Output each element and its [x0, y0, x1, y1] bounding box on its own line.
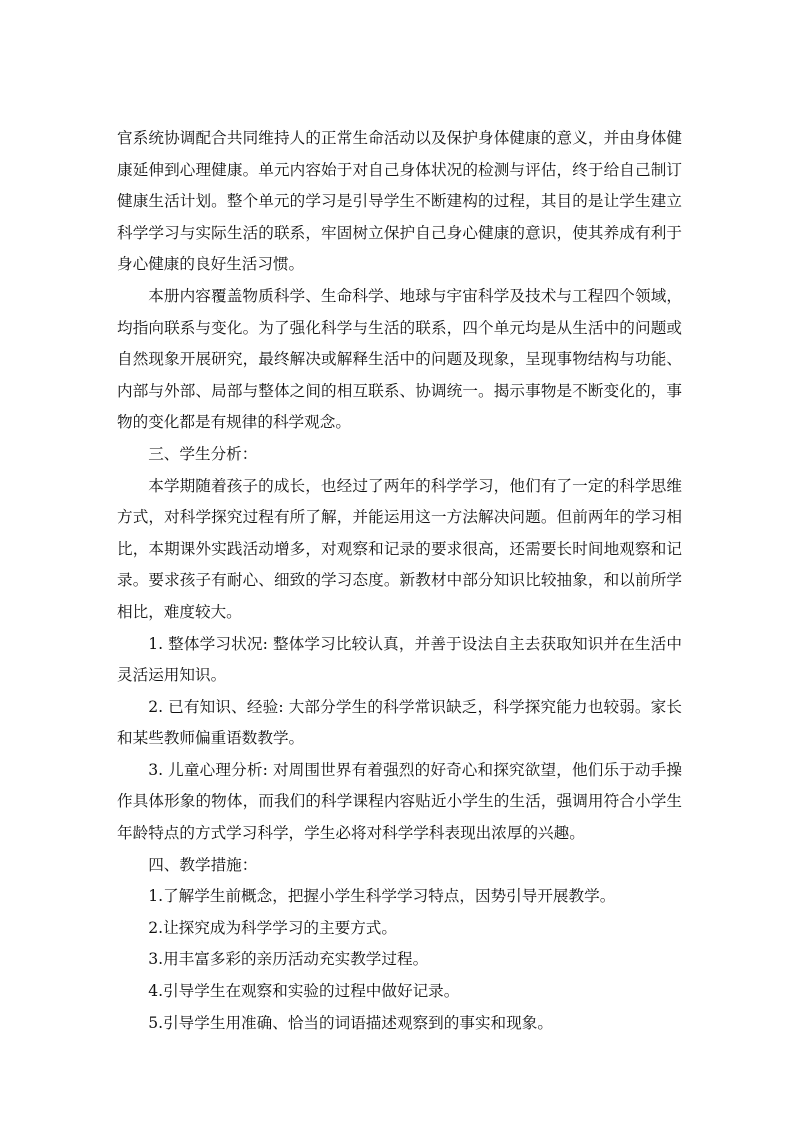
paragraph-student-analysis: 本学期随着孩子的成长，也经过了两年的科学学习，他们有了一定的科学思维方式，对科学探究过程有所了解，并能运用这一方法解决问题。但前两年的学习相比，本期课外实践活动增多，对观察和记录的要求很高，还需要长时间地观察和记录。要求孩子有耐心、细致的学习态度。新教材中部分知识比较抽象，和以前所学相比，难度较大。: [117, 476, 682, 621]
list-item-measure-5: 5.引导学生用准确、恰当的词语描述观察到的事实和现象。: [148, 1013, 553, 1032]
list-item-prior-knowledge: 2. 已有知识、经验: 大部分学生的科学常识缺乏，科学探究能力也较弱。家长和某些教师偏重语数教学。: [117, 697, 682, 748]
list-item-child-psychology: 3. 儿童心理分析: 对周围世界有着强烈的好奇心和探究欲望，他们乐于动手操作具体形象的物体，而我们的科学课程内容贴近小学生的生活，强调用符合小学生年龄特点的方式学习科学，学生必将对科学学科表现出浓厚的兴趣。: [117, 760, 682, 843]
list-item-measure-2: 2.让探究成为科学学习的主要方式。: [148, 918, 397, 937]
section-heading-teaching-measures: 四、教学措施：: [148, 855, 258, 874]
paragraph-health-unit: 官系统协调配合共同维持人的正常生命活动以及保护身体健康的意义，并由身体健康延伸到心理健康。单元内容始于对自己身体状况的检测与评估，终于给自己制订健康生活计划。整个单元的学习是引导学生不断建构的过程，其目的是让学生建立科学学习与实际生活的联系，牢固树立保护自己身心健康的意识，使其养成有利于身心健康的良好生活习惯。: [117, 129, 682, 274]
paragraph-book-content: 本册内容覆盖物质科学、生命科学、地球与宇宙科学及技术与工程四个领域，均指向联系与变化。为了强化科学与生活的联系，四个单元均是从生活中的问题或自然现象开展研究，最终解决或解释生活中的问题及现象，呈现事物结构与功能、内部与外部、局部与整体之间的相互联系、协调统一。揭示事物是不断变化的，事物的变化都是有规律的科学观念。: [117, 286, 682, 432]
list-item-measure-1: 1.了解学生前概念，把握小学生科学学习特点，因势引导开展教学。: [148, 887, 616, 906]
list-item-measure-4: 4.引导学生在观察和实验的过程中做好记录。: [148, 982, 460, 1001]
list-item-overall-learning: 1. 整体学习状况: 整体学习比较认真，并善于设法自主去获取知识并在生活中灵活运用知识。: [117, 634, 682, 685]
document-body: [117, 123, 682, 1039]
section-heading-student-analysis: 三、学生分析：: [148, 444, 258, 463]
list-item-measure-3: 3.用丰富多彩的亲历活动充实教学过程。: [148, 950, 429, 969]
